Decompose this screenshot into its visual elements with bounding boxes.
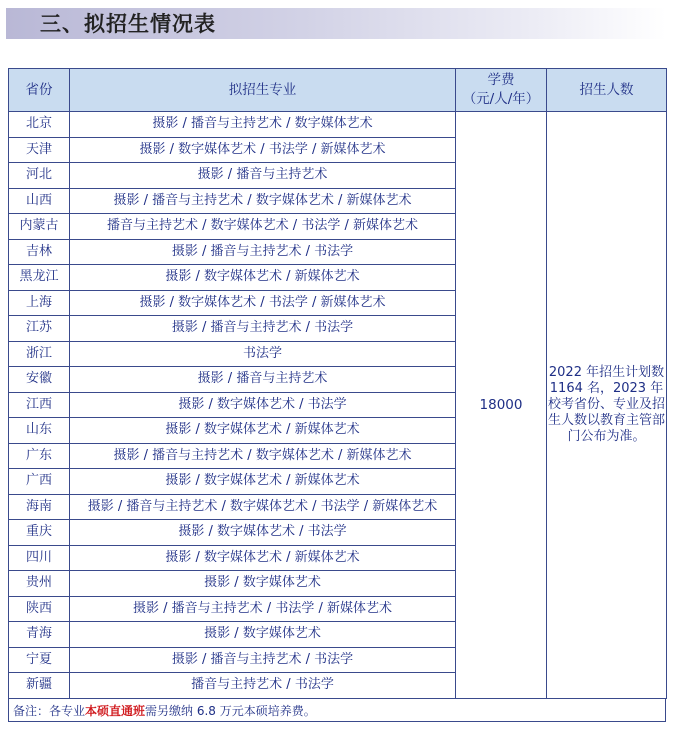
count-note-cell: 2022 年招生计划数 1164 名，2023 年校考省份、专业及招生人数以教育主管部门公布为准。 bbox=[547, 112, 667, 699]
remark-suffix: 需另缴纳 6.8 万元本硕培养费。 bbox=[145, 704, 316, 718]
province-cell: 黑龙江 bbox=[9, 265, 70, 291]
majors-cell: 摄影 / 播音与主持艺术 / 书法学 bbox=[70, 316, 456, 342]
header-fee-line2: （元/人/年） bbox=[462, 91, 540, 107]
majors-cell: 摄影 / 数字媒体艺术 / 新媒体艺术 bbox=[70, 469, 456, 495]
majors-cell: 摄影 / 数字媒体艺术 / 书法学 / 新媒体艺术 bbox=[70, 290, 456, 316]
province-cell: 广东 bbox=[9, 443, 70, 469]
remark-highlight: 本硕直通班 bbox=[85, 704, 146, 718]
header-count: 招生人数 bbox=[547, 69, 667, 112]
province-cell: 内蒙古 bbox=[9, 214, 70, 240]
province-cell: 四川 bbox=[9, 545, 70, 571]
province-cell: 江苏 bbox=[9, 316, 70, 342]
province-cell: 北京 bbox=[9, 112, 70, 138]
majors-cell: 摄影 / 数字媒体艺术 / 新媒体艺术 bbox=[70, 418, 456, 444]
majors-cell: 摄影 / 数字媒体艺术 / 书法学 bbox=[70, 520, 456, 546]
majors-cell: 播音与主持艺术 / 数字媒体艺术 / 书法学 / 新媒体艺术 bbox=[70, 214, 456, 240]
majors-cell: 摄影 / 数字媒体艺术 / 新媒体艺术 bbox=[70, 545, 456, 571]
majors-cell: 摄影 / 播音与主持艺术 / 数字媒体艺术 bbox=[70, 112, 456, 138]
majors-cell: 摄影 / 播音与主持艺术 / 数字媒体艺术 / 新媒体艺术 bbox=[70, 443, 456, 469]
header-majors: 拟招生专业 bbox=[70, 69, 456, 112]
province-cell: 陕西 bbox=[9, 596, 70, 622]
header-fee bbox=[456, 69, 547, 112]
majors-cell: 摄影 / 数字媒体艺术 / 书法学 bbox=[70, 392, 456, 418]
province-cell: 新疆 bbox=[9, 673, 70, 699]
province-cell: 安徽 bbox=[9, 367, 70, 393]
province-cell: 天津 bbox=[9, 137, 70, 163]
section-title-bar bbox=[6, 8, 666, 39]
majors-cell: 摄影 / 播音与主持艺术 / 书法学 bbox=[70, 647, 456, 673]
province-cell: 青海 bbox=[9, 622, 70, 648]
province-cell: 浙江 bbox=[9, 341, 70, 367]
province-cell: 广西 bbox=[9, 469, 70, 495]
province-cell: 山西 bbox=[9, 188, 70, 214]
majors-cell: 播音与主持艺术 / 书法学 bbox=[70, 673, 456, 699]
header-province: 省份 bbox=[9, 69, 70, 112]
majors-cell: 摄影 / 数字媒体艺术 / 新媒体艺术 bbox=[70, 265, 456, 291]
table-row bbox=[9, 112, 667, 138]
province-cell: 重庆 bbox=[9, 520, 70, 546]
majors-cell: 摄影 / 播音与主持艺术 / 数字媒体艺术 / 新媒体艺术 bbox=[70, 188, 456, 214]
majors-cell: 摄影 / 播音与主持艺术 / 书法学 bbox=[70, 239, 456, 265]
majors-cell: 摄影 / 播音与主持艺术 bbox=[70, 163, 456, 189]
majors-cell: 书法学 bbox=[70, 341, 456, 367]
majors-cell: 摄影 / 数字媒体艺术 bbox=[70, 571, 456, 597]
majors-cell: 摄影 / 播音与主持艺术 / 书法学 / 新媒体艺术 bbox=[70, 596, 456, 622]
header-fee-line1: 学费 bbox=[487, 72, 515, 88]
remark-prefix: 备注：各专业 bbox=[13, 704, 86, 718]
remark-note bbox=[8, 698, 666, 722]
province-cell: 山东 bbox=[9, 418, 70, 444]
province-cell: 海南 bbox=[9, 494, 70, 520]
majors-cell: 摄影 / 播音与主持艺术 / 数字媒体艺术 / 书法学 / 新媒体艺术 bbox=[70, 494, 456, 520]
province-cell: 贵州 bbox=[9, 571, 70, 597]
province-cell: 吉林 bbox=[9, 239, 70, 265]
province-cell: 河北 bbox=[9, 163, 70, 189]
fee-cell: 18000 bbox=[456, 112, 547, 699]
majors-cell: 摄影 / 播音与主持艺术 bbox=[70, 367, 456, 393]
section-title: 三、拟招生情况表 bbox=[40, 12, 216, 36]
table-body bbox=[9, 112, 667, 699]
majors-cell: 摄影 / 数字媒体艺术 bbox=[70, 622, 456, 648]
recruitment-table bbox=[8, 68, 667, 699]
table-header-row bbox=[9, 69, 667, 112]
majors-cell: 摄影 / 数字媒体艺术 / 书法学 / 新媒体艺术 bbox=[70, 137, 456, 163]
province-cell: 上海 bbox=[9, 290, 70, 316]
province-cell: 宁夏 bbox=[9, 647, 70, 673]
province-cell: 江西 bbox=[9, 392, 70, 418]
